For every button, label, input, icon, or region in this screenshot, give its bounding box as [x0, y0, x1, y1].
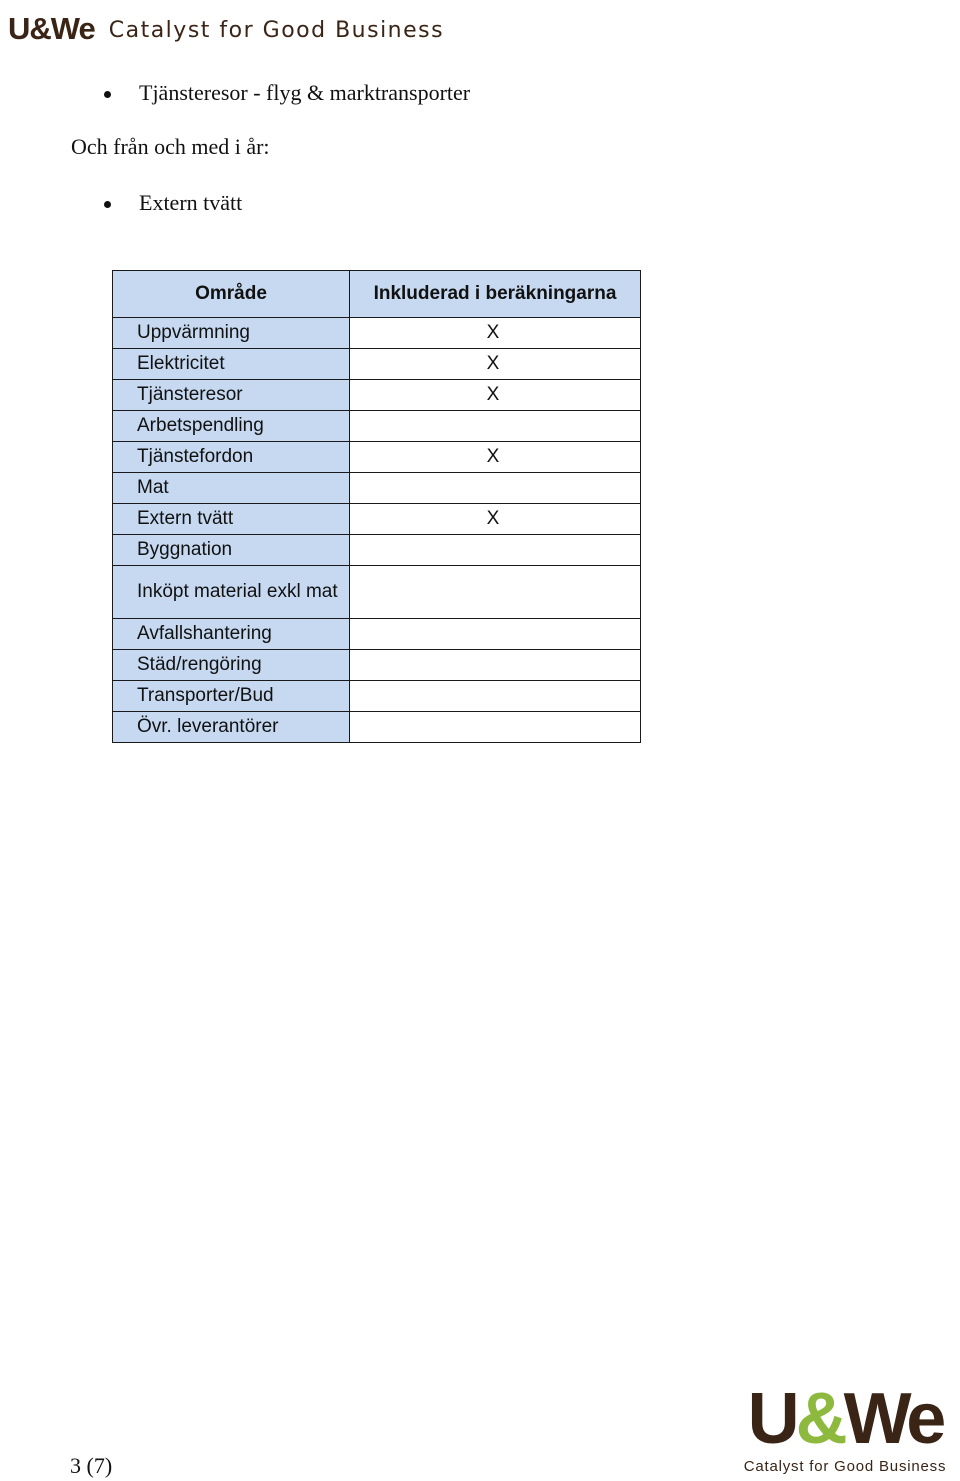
footer-logo	[734, 1379, 956, 1475]
table-row	[113, 681, 641, 712]
included-cell	[350, 681, 641, 712]
footer-logo-mark: U&We	[747, 1379, 943, 1459]
bullet-icon	[104, 91, 111, 98]
paragraph-text: Och från och med i år:	[71, 134, 270, 159]
bullet-text: Extern tvätt	[139, 190, 243, 215]
table-row	[113, 566, 641, 619]
table-row	[113, 318, 641, 349]
included-cell	[350, 712, 641, 743]
table-row	[113, 442, 641, 473]
area-cell: Tjänsteresor	[113, 380, 350, 411]
included-cell: X	[350, 349, 641, 380]
header-tagline: Catalyst for Good Business	[108, 18, 445, 43]
included-cell	[350, 473, 641, 504]
table-header-row	[113, 271, 641, 318]
table-row	[113, 712, 641, 743]
included-cell: X	[350, 380, 641, 411]
area-cell: Elektricitet	[113, 349, 350, 380]
included-cell	[350, 566, 641, 619]
included-cell: X	[350, 504, 641, 535]
page-number: 3 (7)	[70, 1453, 113, 1478]
table-row	[113, 411, 641, 442]
area-cell: Avfallshantering	[113, 619, 350, 650]
page-header	[8, 6, 444, 46]
table-row	[113, 619, 641, 650]
area-cell: Mat	[113, 473, 350, 504]
table-row	[113, 349, 641, 380]
area-cell: Städ/rengöring	[113, 650, 350, 681]
table-row	[113, 380, 641, 411]
included-cell: X	[350, 318, 641, 349]
included-cell	[350, 619, 641, 650]
bullet-text: Tjänsteresor - flyg & marktransporter	[139, 80, 471, 105]
area-cell: Byggnation	[113, 535, 350, 566]
included-cell	[350, 411, 641, 442]
table-row	[113, 535, 641, 566]
included-cell: X	[350, 442, 641, 473]
included-cell	[350, 535, 641, 566]
area-cell: Transporter/Bud	[113, 681, 350, 712]
inclusion-table	[112, 270, 641, 743]
area-cell: Arbetspendling	[113, 411, 350, 442]
header-logo: U&We	[8, 11, 95, 46]
bullet-icon	[104, 201, 111, 208]
column-header-area: Område	[113, 271, 350, 318]
table-row	[113, 650, 641, 681]
area-cell: Tjänstefordon	[113, 442, 350, 473]
area-cell: Extern tvätt	[113, 504, 350, 535]
bullet-item	[104, 80, 470, 106]
column-header-included: Inkluderad i beräkningarna	[350, 271, 641, 318]
area-cell: Inköpt material exkl mat	[113, 566, 350, 619]
area-cell: Uppvärmning	[113, 318, 350, 349]
bullet-item	[104, 190, 242, 216]
table-row	[113, 473, 641, 504]
footer-tagline: Catalyst for Good Business	[743, 1458, 947, 1475]
table-row	[113, 504, 641, 535]
included-cell	[350, 650, 641, 681]
area-cell: Övr. leverantörer	[113, 712, 350, 743]
